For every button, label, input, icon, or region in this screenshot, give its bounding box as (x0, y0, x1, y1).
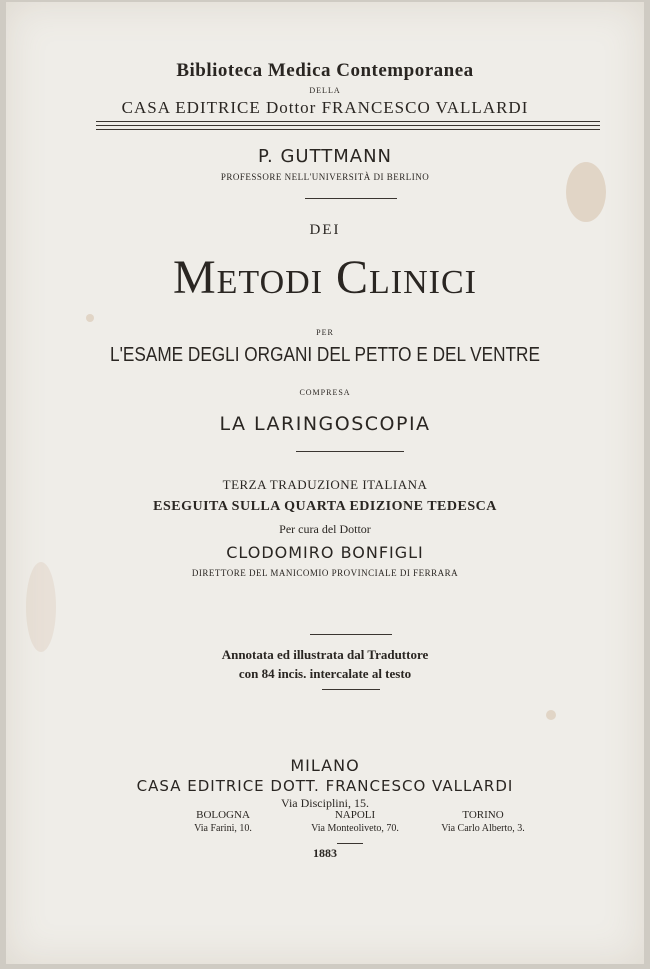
dei-label: DEI (309, 222, 341, 238)
stain (546, 710, 556, 720)
compresa-label: COMPRESA (299, 388, 351, 397)
double-rule (96, 121, 600, 126)
main-title: Metodi Clinici (172, 251, 477, 304)
per-cura: Per cura del Dottor (279, 522, 371, 536)
translator-title: DIRETTORE DEL MANICOMIO PROVINCIALE DI FERRARA (191, 568, 459, 578)
address-main: Via Disciplini, 15. (281, 796, 369, 810)
city: MILANO (290, 756, 360, 775)
short-rule (322, 689, 380, 690)
author-title: PROFESSORE NELL'UNIVERSITÀ DI BERLINO (220, 172, 430, 182)
short-rule (305, 198, 397, 199)
series-title: Biblioteca Medica Contemporanea (176, 60, 474, 81)
publisher-header: CASA EDITRICE Dottor FRANCESCO VALLARDI (121, 98, 529, 117)
subtitle: L'ESAME DEGLI ORGANI DEL PETTO E DEL VENTRE (110, 344, 540, 366)
branch-address-napoli: Via Monteoliveto, 70. (311, 823, 399, 834)
short-rule (296, 451, 404, 452)
branch-city-napoli: NAPOLI (334, 809, 376, 821)
short-rule (337, 843, 363, 844)
rule (96, 129, 600, 130)
branch-address-bologna: Via Farini, 10. (194, 823, 252, 834)
della-label: DELLA (309, 86, 341, 95)
branch-address-torino: Via Carlo Alberto, 3. (441, 823, 525, 834)
author: P. GUTTMANN (257, 146, 393, 167)
edition-note: ESEGUITA SULLA QUARTA EDIZIONE TEDESCA (153, 499, 497, 514)
branch-city-torino: TORINO (462, 809, 504, 821)
annotation-line-2: con 84 incis. intercalate al testo (238, 666, 412, 681)
translation-note: TERZA TRADUZIONE ITALIANA (222, 477, 428, 492)
translator: CLODOMIRO BONFIGLI (226, 543, 424, 562)
branch-city-bologna: BOLOGNA (196, 809, 250, 821)
short-rule (310, 634, 392, 635)
per-label: PER (316, 328, 334, 337)
laringoscopia: LA LARINGOSCOPIA (219, 413, 431, 435)
annotation-line-1: Annotata ed illustrata dal Traduttore (221, 647, 429, 662)
year: 1883 (313, 846, 337, 860)
publisher-footer: CASA EDITRICE DOTT. FRANCESCO VALLARDI (136, 777, 514, 795)
stain (566, 162, 606, 222)
stain (86, 314, 94, 322)
